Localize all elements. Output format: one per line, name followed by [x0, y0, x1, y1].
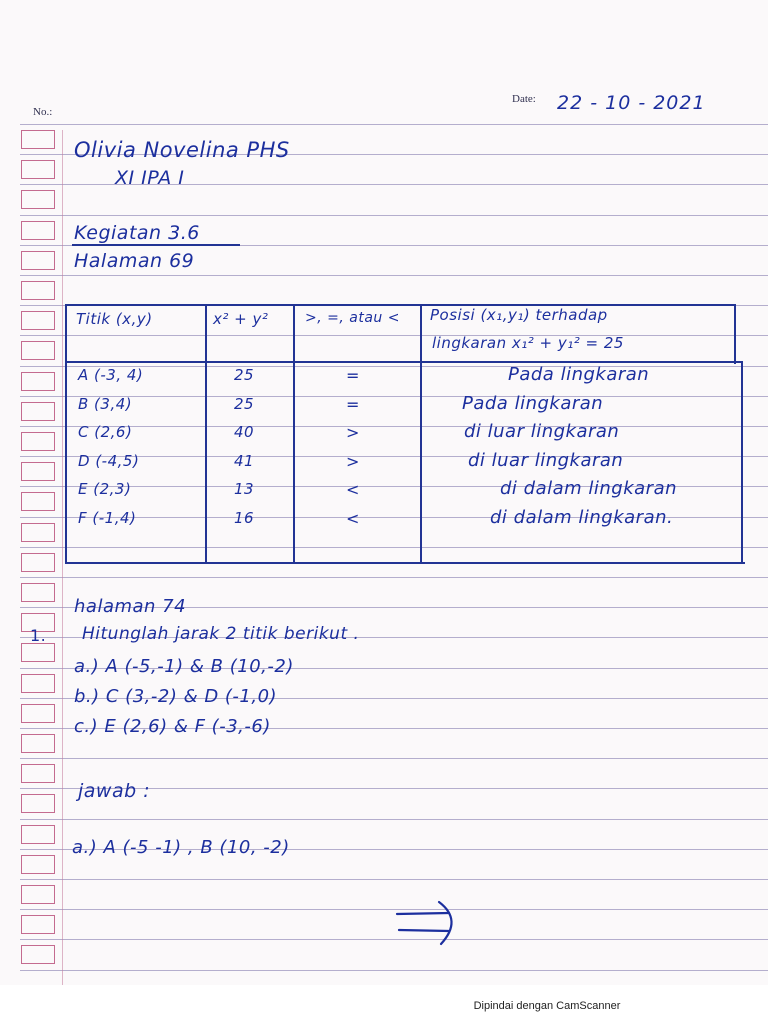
no-label: No.: [33, 106, 53, 118]
exercise-instruction: Hitunglah jarak 2 titik berikut . [82, 624, 360, 644]
table-cell-position: di dalam lingkaran. [490, 507, 674, 528]
student-class: XI IPA I [115, 167, 185, 189]
margin-checkbox [21, 341, 55, 360]
margin-checkbox [21, 855, 55, 874]
ruled-line [20, 335, 768, 336]
exercise-item-b: b.) C (3,-2) & D (-1,0) [74, 686, 278, 707]
table-cell-sign: = [346, 366, 360, 385]
implies-arrow-icon [393, 900, 473, 950]
date-label: Date: [512, 93, 536, 105]
ruled-line [20, 577, 768, 578]
ruled-line [20, 758, 768, 759]
table-cell-point: C (2,6) [78, 423, 133, 441]
table-header-position-line2: lingkaran x₁² + y₁² = 25 [432, 334, 624, 352]
margin-line [62, 130, 63, 985]
table-cell-sum: 40 [234, 423, 255, 441]
exercise-item-a: a.) A (-5,-1) & B (10,-2) [74, 656, 294, 677]
table-cell-point: E (2,3) [78, 480, 132, 498]
table-cell-position: Pada lingkaran [462, 393, 604, 414]
activity-underline [72, 244, 240, 246]
activity-title: Kegiatan 3.6 [74, 222, 200, 244]
table-header-compare: >, =, atau < [305, 310, 400, 326]
table-cell-sum: 41 [234, 452, 255, 470]
margin-checkbox [21, 915, 55, 934]
exercise-page: halaman 74 [74, 596, 187, 617]
exercise-number: 1. [30, 626, 47, 645]
ruled-line [20, 396, 768, 397]
ruled-line [20, 879, 768, 880]
margin-checkbox [21, 432, 55, 451]
table-header-position: Posisi (x₁,y₁) terhadap [430, 306, 608, 324]
table-cell-sign: = [346, 395, 360, 414]
margin-checkbox [21, 734, 55, 753]
margin-checkbox [21, 221, 55, 240]
ruled-line [20, 819, 768, 820]
margin-checkbox [21, 553, 55, 572]
ruled-line [20, 275, 768, 276]
date-value: 22 - 10 - 2021 [557, 92, 706, 114]
table-cell-sum: 25 [234, 366, 255, 384]
table-cell-point: A (-3, 4) [78, 366, 144, 384]
table-header-point: Titik (x,y) [76, 310, 153, 328]
margin-checkbox [21, 764, 55, 783]
margin-checkbox [21, 462, 55, 481]
margin-checkbox [21, 402, 55, 421]
table-cell-position: Pada lingkaran [508, 364, 650, 385]
answer-line: a.) A (-5 -1) , B (10, -2) [72, 837, 290, 858]
margin-checkbox [21, 190, 55, 209]
margin-checkbox [21, 492, 55, 511]
margin-checkbox [21, 281, 55, 300]
table-cell-point: D (-4,5) [78, 452, 140, 470]
ruled-line [20, 215, 768, 216]
margin-checkbox [21, 885, 55, 904]
table-cell-sign: < [346, 480, 360, 499]
table-cell-point: F (-1,4) [78, 509, 137, 527]
table-cell-sign: > [346, 423, 360, 442]
margin-checkbox [21, 160, 55, 179]
margin-checkbox [21, 794, 55, 813]
margin-checkbox [21, 130, 55, 149]
margin-checkbox [21, 704, 55, 723]
table-cell-sign: < [346, 509, 360, 528]
exercise-item-c: c.) E (2,6) & F (-3,-6) [74, 716, 271, 737]
margin-checkbox [21, 825, 55, 844]
table-cell-position: di luar lingkaran [464, 421, 620, 442]
ruled-line [20, 547, 768, 548]
margin-checkbox [21, 523, 55, 542]
margin-checkbox [21, 372, 55, 391]
table-cell-sum: 16 [234, 509, 255, 527]
answer-label: jawab : [78, 780, 151, 802]
table-cell-position: di luar lingkaran [468, 450, 624, 471]
activity-page: Halaman 69 [74, 250, 195, 272]
student-name: Olivia Novelina PHS [74, 138, 290, 162]
table-header-sum: x² + y² [213, 310, 269, 328]
margin-checkbox [21, 251, 55, 270]
margin-checkbox [21, 643, 55, 662]
table-cell-position: di dalam lingkaran [500, 478, 678, 499]
margin-checkbox [21, 674, 55, 693]
margin-checkbox [21, 945, 55, 964]
table-cell-sum: 25 [234, 395, 255, 413]
margin-checkbox [21, 583, 55, 602]
table-cell-sum: 13 [234, 480, 255, 498]
scanner-footer: Dipindai dengan CamScanner [473, 1000, 621, 1012]
ruled-line [20, 124, 768, 125]
ruled-line [20, 970, 768, 971]
margin-checkbox [21, 311, 55, 330]
table-cell-point: B (3,4) [78, 395, 133, 413]
table-cell-sign: > [346, 452, 360, 471]
